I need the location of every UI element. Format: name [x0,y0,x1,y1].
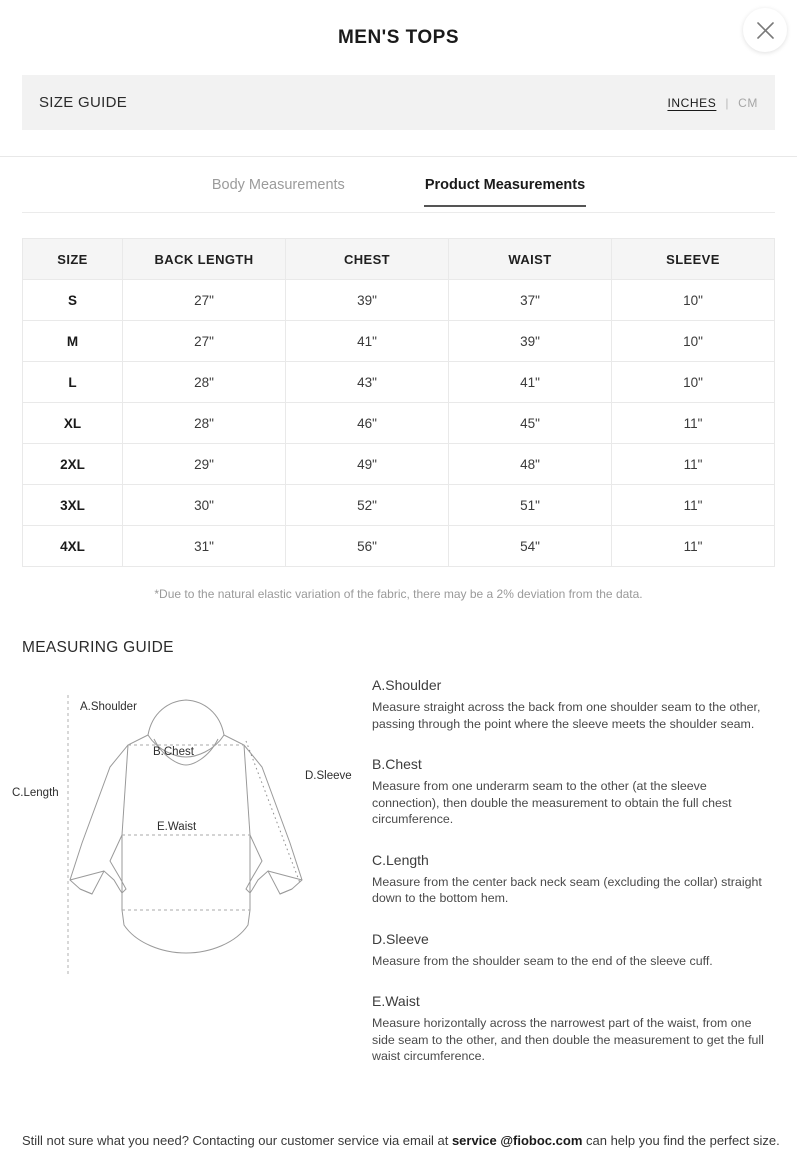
diagram-label-shoulder: A.Shoulder [80,701,137,713]
cell-chest: 46" [286,403,449,444]
cell-chest: 41" [286,321,449,362]
cell-sleeve: 11" [611,403,774,444]
cell-back-length: 27" [123,321,286,362]
table-row [23,403,775,444]
cell-back-length: 31" [123,526,286,567]
guide-body-sleeve: Measure from the shoulder seam to the end of the sleeve cuff. [372,953,713,968]
size-table-wrapper [22,238,775,601]
diagram-label-sleeve: D.Sleeve [305,770,352,782]
table-row [23,485,775,526]
cell-waist: 37" [448,280,611,321]
column-header-back-length: BACK LENGTH [123,239,286,280]
cell-sleeve: 10" [611,321,774,362]
column-header-waist: WAIST [448,239,611,280]
diagram-label-chest: B.Chest [153,746,194,758]
cell-chest: 49" [286,444,449,485]
measurement-tabs [22,157,775,212]
unit-inches-option[interactable]: INCHES [667,95,717,110]
column-header-chest: CHEST [286,239,449,280]
cell-back-length: 28" [123,362,286,403]
cell-waist: 45" [448,403,611,444]
measuring-guide-title: MEASURING GUIDE [22,639,174,656]
cell-size: 3XL [23,485,123,526]
cell-chest: 43" [286,362,449,403]
guide-body-chest: Measure from one underarm seam to the other (at the sleeve connection), then double the measurement to obtain the full chest circumference. [372,779,732,826]
cell-back-length: 28" [123,403,286,444]
table-row [23,362,775,403]
table-header-row [23,239,775,280]
cell-back-length: 29" [123,444,286,485]
cell-sleeve: 11" [611,444,774,485]
cell-chest: 39" [286,280,449,321]
table-row [23,444,775,485]
unit-toggle [667,96,758,110]
unit-cm-option[interactable]: CM [738,95,758,110]
measuring-guide-body [0,675,797,1065]
guide-item-length [372,852,775,907]
garment-diagram [0,675,372,1065]
tab-body-measurements[interactable]: Body Measurements [211,176,345,193]
column-header-sleeve: SLEEVE [611,239,774,280]
footer-contact-note [22,1133,785,1148]
diagram-label-length: C.Length [12,787,59,799]
unit-separator: | [725,95,730,110]
tab-product-measurements[interactable]: Product Measurements [425,177,585,207]
cell-size: S [23,280,123,321]
guide-heading-waist: E.Waist [372,993,420,1009]
footer-text-before: Still not sure what you need? Contacting our customer service via email at [22,1133,452,1148]
guide-item-chest [372,756,775,828]
tabs-divider [22,212,775,213]
measuring-guide-descriptions [372,675,775,1065]
guide-heading-shoulder: A.Shoulder [372,677,442,693]
diagram-label-waist: E.Waist [157,821,197,833]
footer-email[interactable]: service @fioboc.com [451,1133,583,1148]
cell-size: 2XL [23,444,123,485]
cell-chest: 52" [286,485,449,526]
guide-item-shoulder [372,677,775,732]
table-footnote: *Due to the natural elastic variation of the fabric, there may be a 2% deviation from the data. [154,587,643,601]
cell-waist: 39" [448,321,611,362]
cell-sleeve: 10" [611,280,774,321]
cell-back-length: 30" [123,485,286,526]
guide-item-waist [372,993,775,1065]
size-guide-label: SIZE GUIDE [39,94,128,111]
guide-body-length: Measure from the center back neck seam (excluding the collar) straight down to the bottom hem. [372,874,762,905]
size-table [22,238,775,567]
page-title: MEN'S TOPS [337,27,460,48]
guide-heading-chest: B.Chest [372,756,422,772]
cell-back-length: 27" [123,280,286,321]
table-row [23,280,775,321]
cell-waist: 41" [448,362,611,403]
cell-size: XL [23,403,123,444]
cell-waist: 48" [448,444,611,485]
table-row [23,321,775,362]
column-header-size: SIZE [23,239,123,280]
guide-body-waist: Measure horizontally across the narrowest part of the waist, from one side seam to the other, and then double the measurement to get the full waist circumference. [372,1016,764,1063]
guide-item-sleeve [372,931,775,970]
footer-text-after: can help you find the perfect size. [582,1133,780,1148]
guide-heading-length: C.Length [372,851,429,868]
cell-size: M [23,321,123,362]
cell-sleeve: 11" [611,526,774,567]
cell-waist: 54" [448,526,611,567]
size-guide-bar [22,75,775,130]
cell-size: L [23,362,123,403]
close-button[interactable] [743,8,787,52]
cell-sleeve: 10" [611,362,774,403]
close-icon [756,21,775,40]
cell-waist: 51" [448,485,611,526]
cell-chest: 56" [286,526,449,567]
guide-heading-sleeve: D.Sleeve [372,930,429,947]
guide-body-shoulder: Measure straight across the back from one shoulder seam to the other, passing through the point where the sleeve meets the shoulder seam. [372,700,761,731]
cell-size: 4XL [23,526,123,567]
table-row [23,526,775,567]
cell-sleeve: 11" [611,485,774,526]
